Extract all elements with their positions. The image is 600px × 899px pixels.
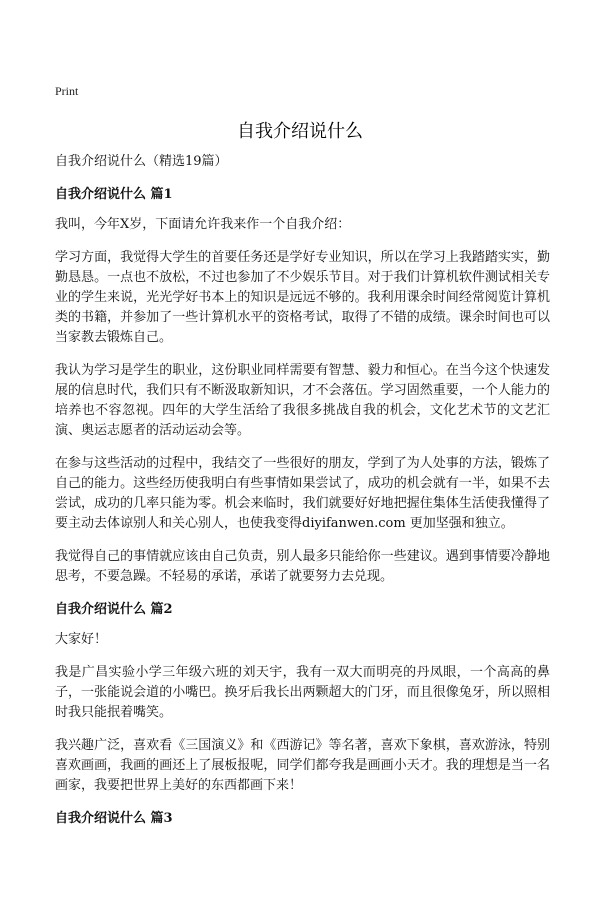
- paragraph: 学习方面，我觉得大学生的首要任务还是学好专业知识，所以在学习上我踏踏实实，勤勤恳恳。一点也不放松，不过也参加了不少娱乐节目。对于我们计算机软件测试相关专业的学生来说，光光学好书本上的知识是远远不够的。我利用课余时间经常阅览计算机类的书籍，并参加了一些计算机水平的资格考试，取得了不错的成绩。课余时间也可以当家教去锻炼自己。: [55, 250, 550, 345]
- paragraph: 在参与这些活动的过程中，我结交了一些很好的朋友，学到了为人处事的方法，锻炼了自己的能力。这些经历使我明白有些事情如果尝试了，成功的机会就有一半，如果不去尝试，成功的几率只能为零。机会来临时，我们就要好好地把握住集体生活使我懂得了要主动去体谅别人和关心别人，也使我变得diyifanwen.com 更加坚强和独立。: [55, 456, 550, 531]
- paragraph: 我兴趣广泛，喜欢看《三国演义》和《西游记》等名著，喜欢下象棋，喜欢游泳，特别喜欢画画，我画的画还上了展板报呢，同学们都夸我是画画小天才。我的理想是当一名画家，我要把世界上美好的东西都画下来！: [55, 738, 550, 793]
- document-subtitle: 自我介绍说什么（精选19篇）: [55, 154, 228, 169]
- print-link[interactable]: Print: [55, 84, 79, 98]
- paragraph: 我认为学习是学生的职业，这份职业同样需要有智慧、毅力和恒心。在当今这个快速发展的信息时代，我们只有不断汲取新知识，才不会落伍。学习固然重要，一个人能力的培养也不容忽视。四年的大学生活给了我很多挑战自我的机会，文化艺术节的文艺汇演、奥运志愿者的活动运动会等。: [55, 363, 550, 438]
- section-3: [55, 809, 550, 829]
- page-title: 自我介绍说什么: [237, 121, 363, 142]
- paragraph: 大家好！: [55, 632, 108, 647]
- section-heading: 自我介绍说什么 篇3: [55, 811, 173, 826]
- paragraph: 我叫，今年X岁，下面请允许我来作一个自我介绍：: [55, 217, 351, 232]
- document-content: [55, 152, 550, 839]
- paragraph: 我是广昌实验小学三年级六班的刘天宇，我有一双大而明亮的丹凤眼，一个高高的鼻子，一张能说会道的小嘴巴。换牙后我长出两颗超大的门牙，而且很像兔牙，所以照相时我只能抿着嘴笑。: [55, 665, 550, 720]
- section-heading: 自我介绍说什么 篇2: [55, 602, 173, 617]
- section-heading: 自我介绍说什么 篇1: [55, 187, 173, 202]
- section-1: [55, 185, 550, 587]
- section-2: [55, 600, 550, 796]
- paragraph: 我觉得自己的事情就应该由自己负责，别人最多只能给你一些建议。遇到事情要冷静地思考，不要急躁。不轻易的承诺，承诺了就要努力去兑现。: [55, 549, 550, 584]
